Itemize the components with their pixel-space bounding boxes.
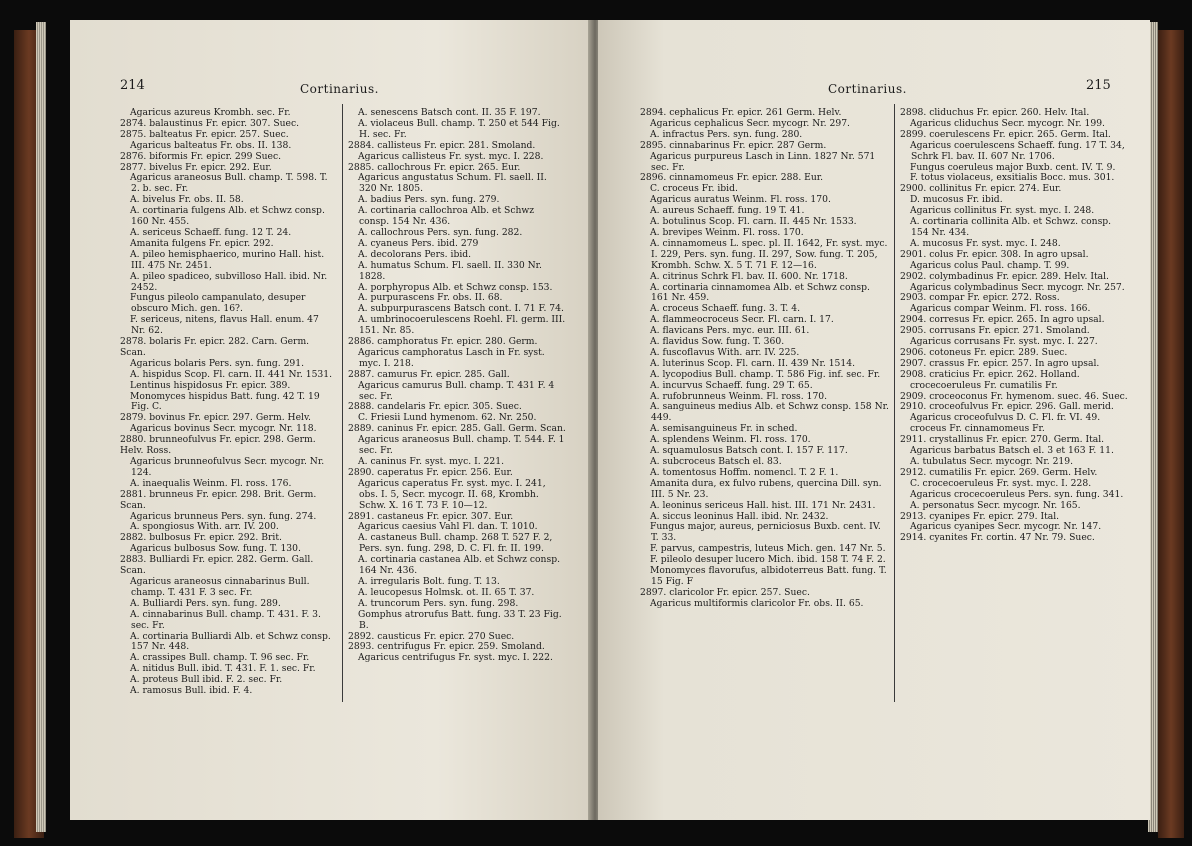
species-entry: 2895. cinnabarinus Fr. epicr. 287 Germ.: [640, 139, 827, 151]
synonym-entry: A. rufobrunneus Weinm. Fl. ross. 170.: [650, 390, 828, 402]
synonym-entry: A. violaceus Bull. champ. T. 250 et 544 Fig. H. sec. Fr.: [358, 117, 560, 140]
synonym-entry: Agaricus callisteus Fr. syst. myc. I. 228.: [358, 150, 544, 162]
synonym-entry: Agaricus colus Paul. champ. T. 99.: [910, 259, 1070, 271]
species-entry: 2894. cephalicus Fr. epicr. 261 Germ. Helv.: [640, 108, 842, 118]
species-entry: 2900. collinitus Fr. epicr. 274. Eur.: [900, 183, 1062, 195]
synonym-entry: A. cortinaria callochroa Alb. et Schwz consp. 154 Nr. 436.: [358, 205, 535, 228]
synonym-entry: Fungus coeruleus major Buxb. cent. IV. T. 9.: [910, 161, 1116, 173]
right-column-1: [640, 108, 890, 808]
left-running-head: Cortinarius.: [300, 82, 379, 96]
species-entry: 2912. cumatilis Fr. epicr. 269. Germ. Helv.: [900, 466, 1098, 478]
synonym-entry: A. cinnamomeus L. spec. pl. II. 1642, Fr. syst. myc. I. 229, Pers. syn. fung. II. 297, Sow. fung. T. 205, Krombh. Schw. X. 5 T. 71 F. 12—16.: [650, 237, 888, 271]
species-entry: 2887. camurus Fr. epicr. 285. Gall.: [348, 368, 510, 380]
synonym-entry: A. irregularis Bolt. fung. T. 13.: [358, 575, 500, 587]
synonym-entry: F. sericeus, nitens, flavus Hall. enum. 47 Nr. 62.: [130, 314, 319, 337]
synonym-entry: A. citrinus Schrk Fl. bav. II. 600. Nr. 1718.: [650, 270, 848, 282]
synonym-entry: A. flammeocroceus Secr. Fl. carn. I. 17.: [650, 314, 834, 326]
synonym-entry: C. croceus Fr. ibid.: [650, 183, 738, 195]
synonym-entry: A. umbrinocoerulescens Roehl. Fl. germ. III. 151. Nr. 85.: [358, 314, 566, 337]
synonym-entry: A. tubulatus Secr. mycogr. Nr. 219.: [910, 456, 1074, 467]
species-entry: 2888. candelaris Fr. epicr. 305. Suec.: [348, 401, 522, 413]
species-entry: 2914. cyanites Fr. cortin. 47 Nr. 79. Suec.: [900, 532, 1095, 544]
synonym-entry: Agaricus multiformis claricolor Fr. obs. II. 65.: [650, 597, 864, 609]
synonym-entry: Agaricus cephalicus Secr. mycogr. Nr. 297.: [650, 117, 850, 129]
synonym-entry: A. bivelus Fr. obs. II. 58.: [130, 194, 244, 206]
species-entry: 2880. brunneofulvus Fr. epicr. 298. Germ. Helv. Ross.: [120, 434, 316, 457]
synonym-entry: A. sanguineus medius Alb. et Schwz consp. 158 Nr. 449.: [650, 401, 889, 424]
synonym-entry: croceus Fr. cinnamomeus Fr.: [910, 423, 1045, 435]
species-entry: 2881. brunneus Fr. epicr. 298. Brit. Germ. Scan.: [120, 488, 317, 511]
species-entry: 2898. cliduchus Fr. epicr. 260. Helv. Ital.: [900, 108, 1090, 118]
synonym-entry: C. Friesii Lund hymenom. 62. Nr. 250.: [358, 412, 537, 424]
synonym-entry: A. humatus Schum. Fl. saell. II. 330 Nr. 1828.: [358, 259, 542, 282]
synonym-entry: Agaricus araneosus Bull. champ. T. 544. F. 1 sec. Fr.: [358, 434, 565, 457]
synonym-entry: Agaricus colymbadinus Secr. mycogr. Nr. 257.: [910, 281, 1125, 293]
synonym-entry: Agaricus corrusans Fr. syst. myc. I. 227.: [910, 336, 1098, 348]
synonym-entry: C. crocecoeruleus Fr. syst. myc. I. 228.: [910, 477, 1092, 489]
synonym-entry: A. sericeus Schaeff. fung. 12 T. 24.: [130, 226, 292, 238]
species-entry: 2892. causticus Fr. epicr. 270 Suec.: [348, 630, 515, 642]
species-entry: 2882. bulbosus Fr. epicr. 292. Brit.: [120, 532, 282, 544]
synonym-entry: A. cyaneus Pers. ibid. 279: [358, 237, 479, 249]
synonym-entry: A. infractus Pers. syn. fung. 280.: [650, 128, 803, 140]
synonym-entry: Agaricus camurus Bull. champ. T. 431 F. 4 sec. Fr.: [358, 379, 555, 402]
synonym-entry: A. cortinaria Bulliardi Alb. et Schwz consp. 157 Nr. 448.: [130, 630, 331, 653]
synonym-entry: Amanita fulgens Fr. epicr. 292.: [130, 237, 274, 249]
species-entry: 2875. balteatus Fr. epicr. 257. Suec.: [120, 128, 289, 140]
synonym-entry: A. hispidus Scop. Fl. carn. II. 441 Nr. 1531.: [130, 368, 333, 380]
synonym-entry: F. pileolo desuper lucero Mich. ibid. 158 T. 74 F. 2.: [650, 554, 886, 566]
synonym-entry: Agaricus araneosus cinnabarinus Bull. champ. T. 431 F. 3 sec. Fr.: [130, 575, 310, 598]
synonym-entry: Agaricus angustatus Schum. Fl. saell. II. 320 Nr. 1805.: [358, 172, 547, 195]
column-rule: [894, 104, 895, 702]
synonym-entry: A. cortinaria fulgens Alb. et Schwz consp. 160 Nr. 455.: [130, 205, 325, 228]
left-column-2: [348, 108, 566, 808]
synonym-entry: A. cortinaria castanea Alb. et Schwz consp. 164 Nr. 436.: [358, 554, 560, 577]
synonym-entry: Agaricus croceofulvus D. C. Fl. fr. VI. 49.: [910, 412, 1101, 424]
species-entry: 2907. crassus Fr. epicr. 257. In agro upsal.: [900, 357, 1100, 369]
synonym-entry: A. spongiosus With. arr. IV. 200.: [130, 521, 279, 533]
synonym-entry: Agaricus centrifugus Fr. syst. myc. I. 222.: [358, 652, 553, 664]
synonym-entry: A. fuscoflavus With. arr. IV. 225.: [650, 346, 800, 358]
synonym-entry: A. flavicans Pers. myc. eur. III. 61.: [650, 325, 810, 337]
species-entry: 2879. bovinus Fr. epicr. 297. Germ. Helv.: [120, 412, 311, 424]
right-page-number: 215: [1086, 78, 1111, 93]
synonym-entry: F. parvus, campestris, luteus Mich. gen. 147 Nr. 5.: [650, 543, 886, 555]
synonym-entry: Monomyces hispidus Batt. fung. 42 T. 19 Fig. C.: [130, 390, 320, 413]
species-entry: 2897. claricolor Fr. epicr. 257. Suec.: [640, 586, 810, 598]
synonym-entry: A. castaneus Bull. champ. 268 T. 527 F. 2, Pers. syn. fung. 298, D. C. Fl. fr. II. 199.: [358, 532, 553, 555]
synonym-entry: Agaricus caperatus Fr. syst. myc. I. 241, obs. I. 5, Secr. mycogr. II. 68, Krombh. Schw. X. 16 T. 73 F. 10—12.: [358, 477, 546, 511]
synonym-entry: A. caninus Fr. syst. myc. I. 221.: [358, 456, 504, 467]
synonym-entry: A. truncorum Pers. syn. fung. 298.: [358, 597, 519, 609]
synonym-entry: A. semisanguineus Fr. in sched.: [650, 423, 798, 435]
synonym-entry: crocecoeruleus Fr. cumatilis Fr.: [910, 379, 1058, 391]
right-column-2: [900, 108, 1130, 808]
synonym-entry: A. Bulliardi Pers. syn. fung. 289.: [130, 597, 281, 609]
species-entry: 2911. crystallinus Fr. epicr. 270. Germ. Ital.: [900, 434, 1105, 446]
species-entry: 2902. colymbadinus Fr. epicr. 289. Helv. Ital.: [900, 270, 1109, 282]
synonym-entry: A. cortinaria collinita Alb. et Schwz. consp. 154 Nr. 434.: [910, 216, 1112, 238]
right-running-head: Cortinarius.: [828, 82, 907, 96]
synonym-entry: Agaricus araneosus Bull. champ. T. 598. T. 2. b. sec. Fr.: [130, 172, 328, 195]
species-entry: 2901. colus Fr. epicr. 308. In agro upsal.: [900, 248, 1089, 260]
synonym-entry: Agaricus caesius Vahl Fl. dan. T. 1010.: [358, 521, 538, 533]
synonym-entry: Amanita dura, ex fulvo rubens, quercina Dill. syn. III. 5 Nr. 23.: [650, 477, 882, 500]
species-entry: 2913. cyanipes Fr. epicr. 279. Ital.: [900, 510, 1060, 522]
synonym-entry: A. botulinus Scop. Fl. carn. II. 445 Nr. 1533.: [650, 216, 857, 228]
synonym-entry: Agaricus brunneofulvus Secr. mycogr. Nr. 124.: [130, 456, 325, 478]
species-entry: 2903. compar Fr. epicr. 272. Ross.: [900, 292, 1060, 304]
species-entry: 2878. bolaris Fr. epicr. 282. Carn. Germ. Scan.: [120, 336, 310, 358]
synonym-entry: A. nitidus Bull. ibid. T. 431. F. 1. sec. Fr.: [130, 663, 316, 675]
species-entry: 2885. callochrous Fr. epicr. 265. Eur.: [348, 161, 521, 173]
species-entry: 2905. corrusans Fr. epicr. 271. Smoland.: [900, 325, 1090, 337]
synonym-entry: A. brevipes Weinm. Fl. ross. 170.: [650, 226, 804, 238]
synonym-entry: A. cortinaria cinnamomea Alb. et Schwz consp. 161 Nr. 459.: [650, 281, 870, 304]
synonym-entry: A. subpurpurascens Batsch cont. I. 71 F. 74.: [358, 303, 564, 315]
synonym-entry: Agaricus cliduchus Secr. mycogr. Nr. 199.: [910, 117, 1105, 129]
left-page-number: 214: [120, 78, 145, 93]
synonym-entry: Agaricus bovinus Secr. mycogr. Nr. 118.: [130, 423, 317, 435]
synonym-entry: A. crassipes Bull. champ. T. 96 sec. Fr.: [130, 652, 310, 664]
right-page: [598, 20, 1150, 820]
species-entry: 2886. camphoratus Fr. epicr. 280. Germ.: [348, 336, 538, 348]
synonym-entry: A. porphyropus Alb. et Schwz consp. 153.: [358, 281, 553, 293]
synonym-entry: Fungus major, aureus, perniciosus Buxb. cent. IV. T. 33.: [650, 521, 881, 544]
species-entry: 2874. balaustinus Fr. epicr. 307. Suec.: [120, 117, 300, 129]
synonym-entry: Agaricus crocecoeruleus Pers. syn. fung. 341.: [910, 488, 1124, 500]
synonym-entry: A. leoninus sericeus Hall. hist. III. 171 Nr. 2431.: [650, 499, 876, 511]
species-entry: 2910. croceofulvus Fr. epicr. 296. Gall. merid.: [900, 401, 1114, 413]
synonym-entry: A. cinnabarinus Bull. champ. T. 431. F. 3. sec. Fr.: [130, 608, 321, 631]
species-entry: 2877. bivelus Fr. epicr. 292. Eur.: [120, 161, 272, 173]
synonym-entry: Fungus pileolo campanulato, desuper obscuro Mich. gen. 16?.: [130, 292, 306, 315]
synonym-entry: A. pileo spadiceo, subvilloso Hall. ibid. Nr. 2452.: [130, 270, 328, 293]
page-edges-left: [36, 22, 46, 832]
synonym-entry: A. mucosus Fr. syst. myc. I. 248.: [910, 237, 1061, 249]
synonym-entry: A. purpurascens Fr. obs. II. 68.: [358, 292, 503, 304]
synonym-entry: A. lycopodius Bull. champ. T. 586 Fig. inf. sec. Fr.: [650, 368, 881, 380]
synonym-entry: A. pileo hemisphaerico, murino Hall. hist. III. 475 Nr. 2451.: [130, 248, 325, 271]
synonym-entry: Agaricus brunneus Pers. syn. fung. 274.: [130, 510, 317, 522]
species-entry: 2884. callisteus Fr. epicr. 281. Smoland.: [348, 139, 536, 151]
left-page: [70, 20, 594, 820]
synonym-entry: F. totus violaceus, exsitialis Bocc. mus. 301.: [910, 172, 1115, 184]
synonym-entry: A. personatus Secr. mycogr. Nr. 165.: [910, 499, 1081, 511]
left-column-1: [120, 108, 336, 808]
synonym-entry: Agaricus compar Weinm. Fl. ross. 166.: [910, 303, 1091, 315]
species-entry: 2893. centrifugus Fr. epicr. 259. Smoland.: [348, 641, 545, 653]
synonym-entry: A. squamulosus Batsch cont. I. 157 F. 117.: [650, 445, 848, 457]
synonym-entry: A. ramosus Bull. ibid. F. 4.: [130, 685, 253, 697]
synonym-entry: A. tomentosus Hoffm. nomencl. T. 2 F. 1.: [650, 466, 839, 478]
synonym-entry: A. siccus leoninus Hall. ibid. Nr. 2432.: [650, 510, 829, 522]
synonym-entry: Lentinus hispidosus Fr. epicr. 389.: [130, 379, 291, 391]
synonym-entry: Agaricus balteatus Fr. obs. II. 138.: [130, 139, 292, 151]
species-entry: 2904. corresus Fr. epicr. 265. In agro upsal.: [900, 314, 1105, 326]
synonym-entry: Agaricus collinitus Fr. syst. myc. I. 248.: [910, 205, 1095, 217]
synonym-entry: Agaricus barbatus Batsch el. 3 et 163 F. 11.: [910, 445, 1114, 457]
synonym-entry: A. senescens Batsch cont. II. 35 F. 197.: [358, 108, 541, 118]
column-rule: [342, 104, 343, 702]
species-entry: 2889. caninus Fr. epicr. 285. Gall. Germ. Scan.: [348, 423, 566, 435]
synonym-entry: D. mucosus Fr. ibid.: [910, 194, 1003, 206]
synonym-entry: Agaricus purpureus Lasch in Linn. 1827 Nr. 571 sec. Fr.: [650, 150, 876, 173]
synonym-entry: A. luterinus Scop. Fl. carn. II. 439 Nr. 1514.: [650, 357, 855, 369]
species-entry: 2890. caperatus Fr. epicr. 256. Eur.: [348, 466, 513, 478]
synonym-entry: A. leucopesus Holmsk. ot. II. 65 T. 37.: [358, 586, 535, 598]
synonym-entry: A. decolorans Pers. ibid.: [358, 248, 472, 260]
synonym-entry: Agaricus coerulescens Schaeff. fung. 17 T. 34, Schrk Fl. bav. II. 607 Nr. 1706.: [910, 139, 1125, 162]
synonym-entry: A. aureus Schaeff. fung. 19 T. 41.: [650, 205, 805, 217]
species-entry: 2883. Bulliardi Fr. epicr. 282. Germ. Gall. Scan.: [120, 554, 314, 577]
synonym-entry: Agaricus bolaris Pers. syn. fung. 291.: [130, 357, 305, 369]
synonym-entry: Agaricus camphoratus Lasch in Fr. syst. myc. I. 218.: [358, 346, 545, 369]
synonym-entry: Agaricus bulbosus Sow. fung. T. 130.: [130, 543, 301, 555]
synonym-entry: Monomyces flavorufus, albidoterreus Batt. fung. T. 15 Fig. F: [650, 565, 887, 587]
species-entry: 2899. coerulescens Fr. epicr. 265. Germ. Ital.: [900, 128, 1111, 140]
synonym-entry: A. callochrous Pers. syn. fung. 282.: [358, 226, 523, 238]
synonym-entry: Agaricus auratus Weinm. Fl. ross. 170.: [650, 194, 831, 206]
synonym-entry: Gomphus atrorufus Batt. fung. 33 T. 23 Fig. B.: [358, 608, 562, 631]
synonym-entry: A. inaequalis Weinm. Fl. ross. 176.: [130, 477, 292, 489]
species-entry: 2909. croceoconus Fr. hymenom. suec. 46. Suec.: [900, 390, 1128, 402]
synonym-entry: A. proteus Bull ibid. F. 2. sec. Fr.: [130, 674, 283, 686]
species-entry: 2876. biformis Fr. epicr. 299 Suec.: [120, 150, 282, 162]
species-entry: 2896. cinnamomeus Fr. epicr. 288. Eur.: [640, 172, 824, 184]
species-entry: 2891. castaneus Fr. epicr. 307. Eur.: [348, 510, 514, 522]
synonym-entry: Agaricus cyanipes Secr. mycogr. Nr. 147.: [910, 521, 1102, 533]
book-cover-right: [1158, 30, 1184, 838]
species-entry: 2908. craticius Fr. epicr. 262. Holland.: [900, 368, 1080, 380]
synonym-entry: A. croceus Schaeff. fung. 3. T. 4.: [650, 303, 801, 315]
synonym-entry: A. badius Pers. syn. fung. 279.: [358, 194, 500, 206]
synonym-entry: A. incurvus Schaeff. fung. 29 T. 65.: [650, 379, 813, 391]
species-entry: 2906. cotoneus Fr. epicr. 289. Suec.: [900, 346, 1068, 358]
synonym-entry: A. subcroceus Batsch el. 83.: [650, 456, 782, 467]
synonym-entry: A. flavidus Sow. fung. T. 360.: [650, 336, 785, 348]
synonym-entry: A. splendens Weinm. Fl. ross. 170.: [650, 434, 811, 446]
synonym-entry: Agaricus azureus Krombh. sec. Fr.: [130, 108, 291, 118]
